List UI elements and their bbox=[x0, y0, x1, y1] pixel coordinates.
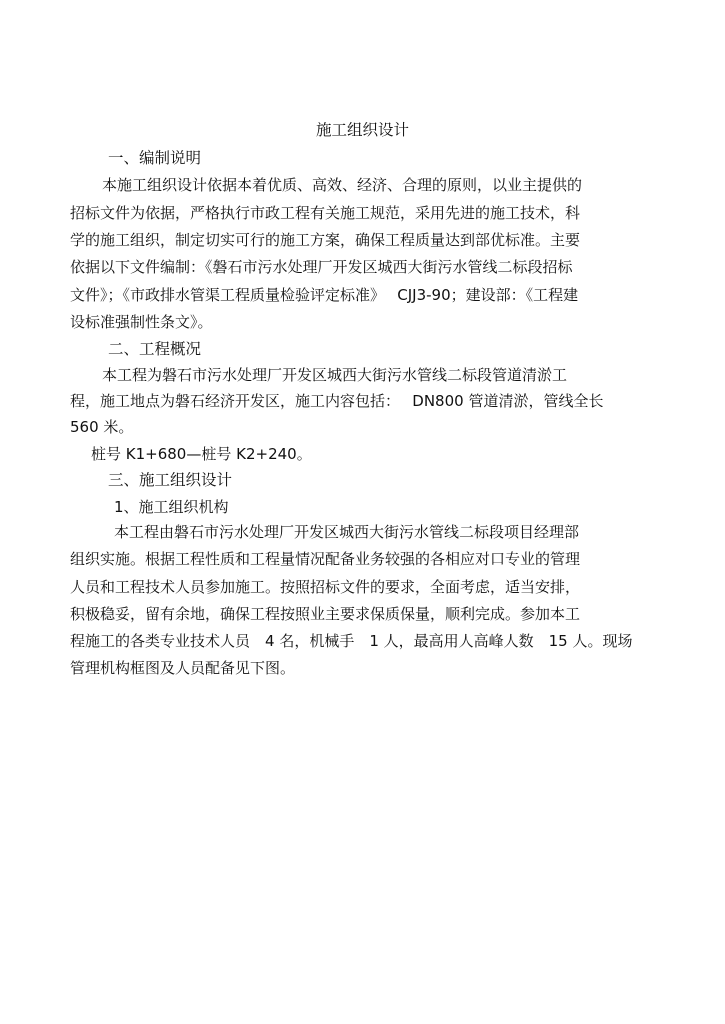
section-heading-project-overview: 二、工程概况 bbox=[108, 340, 202, 358]
paragraph-line: 本施工组织设计依据本着优质、高效、经济、合理的原则，以业主提供的 bbox=[102, 176, 583, 194]
paragraph-line: 招标文件为依据，严格执行市政工程有关施工规范，采用先进的施工技术，科 bbox=[70, 204, 581, 222]
paragraph-line: 设标准强制性条文》。 bbox=[70, 313, 213, 331]
paragraph-line: 积极稳妥，留有余地，确保工程按照业主要求保质保量，顺利完成。参加本工 bbox=[70, 605, 581, 623]
paragraph-line: 本工程由磐石市污水处理厂开发区城西大街污水管线二标段项目经理部 bbox=[114, 523, 580, 541]
paragraph-line: 依据以下文件编制：《磐石市污水处理厂开发区城西大街污水管线二标段招标 bbox=[70, 258, 573, 276]
paragraph-line: 本工程为磐石市污水处理厂开发区城西大街污水管线二标段管道清淤工 bbox=[102, 366, 568, 384]
document-title: 施工组织设计 bbox=[315, 121, 409, 139]
subsection-heading-organization-structure: 1、施工组织机构 bbox=[114, 498, 229, 516]
section-heading-compilation-notes: 一、编制说明 bbox=[108, 149, 202, 167]
station-range-line: 桩号 K1+680—桩号 K2+240。 bbox=[91, 445, 312, 463]
paragraph-line: 程施工的各类专业技术人员 4 名，机械手 1 人，最高用人高峰人数 15 人。现场 bbox=[70, 632, 633, 650]
paragraph-line: 560 米。 bbox=[70, 418, 134, 436]
paragraph-line: 人员和工程技术人员参加施工。按照招标文件的要求，全面考虑，适当安排， bbox=[70, 578, 581, 596]
paragraph-line: 学的施工组织，制定切实可行的施工方案，确保工程质量达到部优标准。主要 bbox=[70, 231, 581, 249]
paragraph-line: 组织实施。根据工程性质和工程量情况配备业务较强的各相应对口专业的管理 bbox=[70, 550, 581, 568]
paragraph-line: 管理机构框图及人员配备见下图。 bbox=[70, 659, 296, 677]
section-heading-construction-organization: 三、施工组织设计 bbox=[108, 471, 233, 489]
paragraph-line: 文件》；《市政排水管渠工程质量检验评定标准》 CJJ3-90；建设部：《工程建 bbox=[70, 286, 579, 304]
paragraph-line: 程，施工地点为磐石经济开发区，施工内容包括： DN800 管道清淤，管线全长 bbox=[70, 392, 604, 410]
